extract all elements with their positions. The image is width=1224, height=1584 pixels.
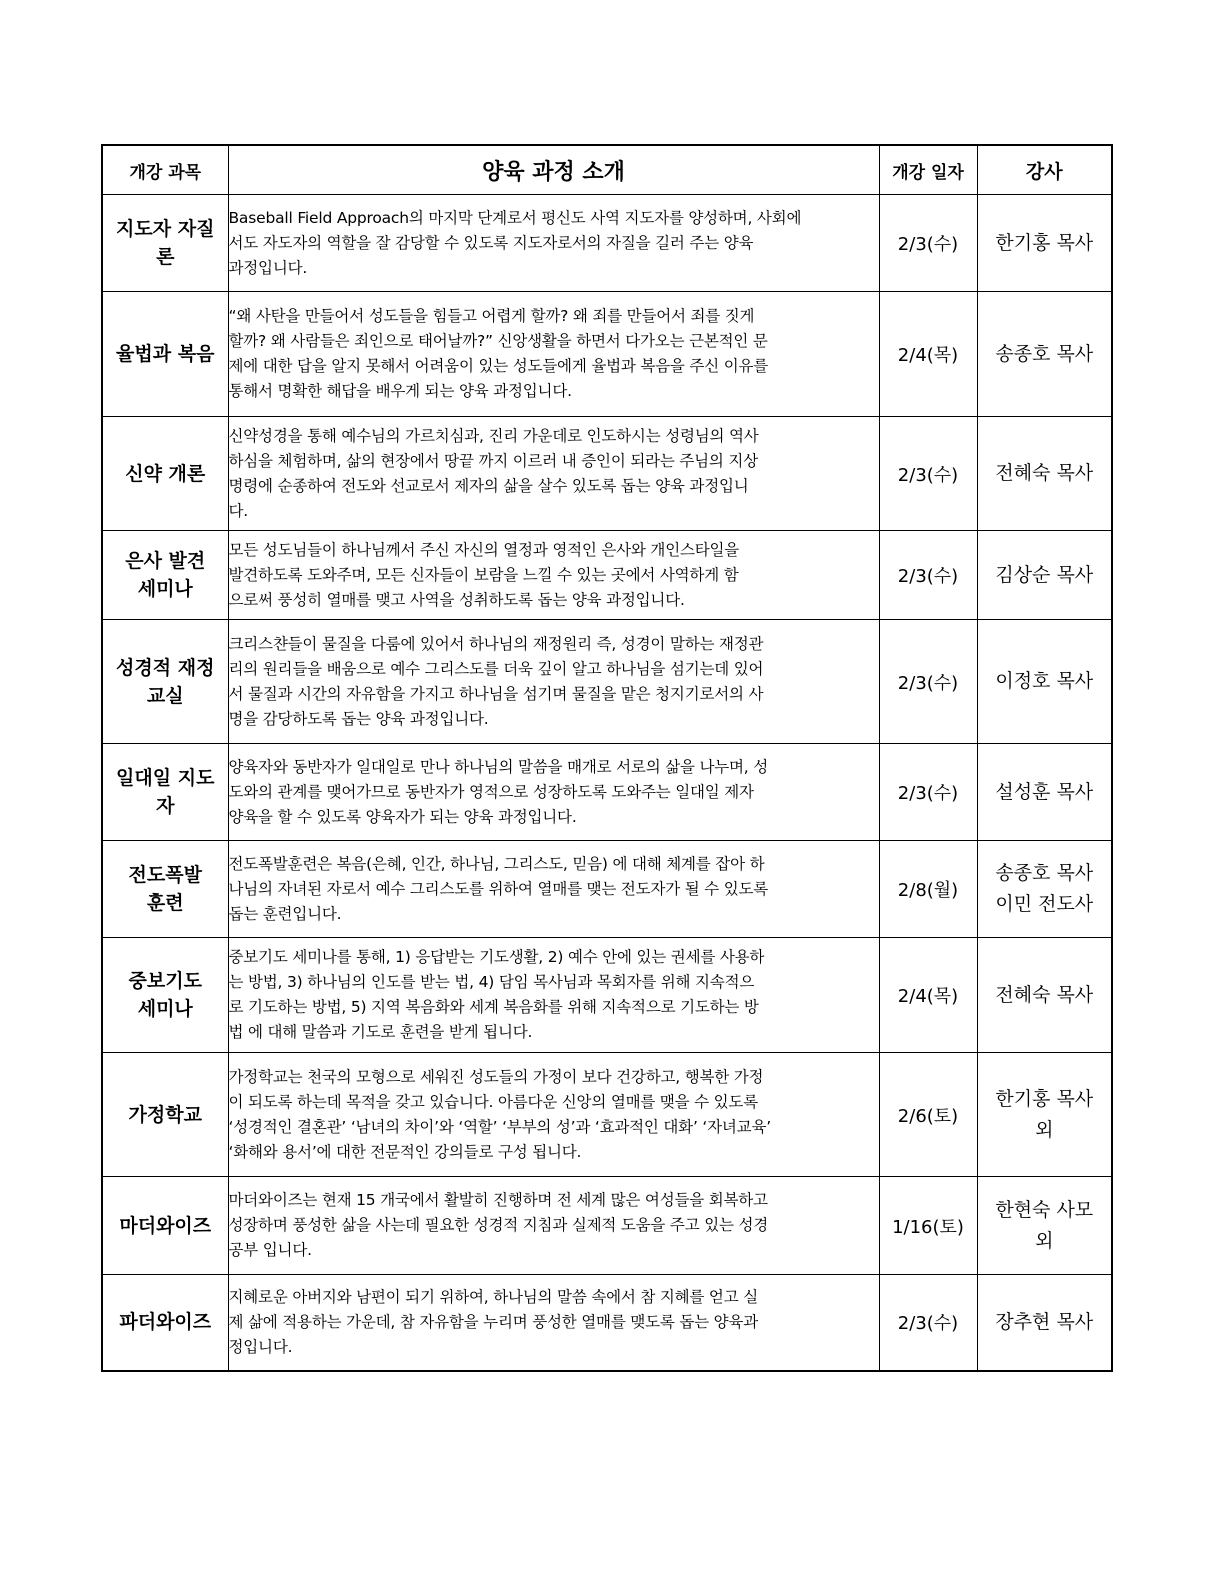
course-description-line: 과정입니다. xyxy=(228,258,308,277)
header-description: 양육 과정 소개 xyxy=(228,145,879,195)
course-lecturer xyxy=(977,841,1112,938)
course-table xyxy=(101,144,1113,1372)
course-description xyxy=(228,938,879,1053)
course-description xyxy=(228,417,879,531)
course-subject-line: 파더와이즈 xyxy=(119,1311,212,1334)
course-description-line: 성장하며 풍성한 삶을 사는데 필요한 성경적 지침과 실제적 도움을 주고 있는 성경 xyxy=(228,1216,769,1234)
course-description-line: 가정학교는 천국의 모형으로 세워진 성도들의 가정이 보다 건강하고, 행복한 가정 xyxy=(228,1067,764,1086)
course-lecturer xyxy=(977,744,1112,841)
course-lecturer xyxy=(977,417,1112,531)
course-description-line: 공부 입니다. xyxy=(228,1241,312,1259)
course-lecturer-line: 외 xyxy=(1035,1118,1054,1141)
course-description xyxy=(228,1275,879,1371)
course-description-line: 이 되도록 하는데 목적을 갖고 있습니다. 아름다운 신앙의 열매를 맺을 수 있도록 xyxy=(228,1092,758,1111)
course-description xyxy=(228,195,879,292)
course-start-date: 2/8(월) xyxy=(879,841,977,938)
table-row xyxy=(102,744,1112,841)
course-description-line: 리의 원리들을 배움으로 예수 그리스도를 더욱 깊이 알고 하나님을 섬기는데 있어 xyxy=(228,659,764,678)
course-subject-line: 론 xyxy=(156,246,175,268)
course-lecturer xyxy=(977,292,1112,417)
course-lecturer-line: 김상순 목사 xyxy=(995,563,1094,586)
course-subject-line: 은사 발견 xyxy=(125,550,206,572)
course-subject-line: 세미나 xyxy=(137,578,193,600)
course-description xyxy=(228,1053,879,1177)
header-subject: 개강 과목 xyxy=(102,145,228,195)
course-description-line: 제에 대한 답을 알지 못해서 어려움이 있는 성도들에게 율법과 복음을 주신 이유를 xyxy=(228,357,769,375)
course-start-date: 2/4(목) xyxy=(879,938,977,1053)
course-lecturer-line: 송종호 목사 xyxy=(995,342,1094,365)
course-description-line: 모든 성도님들이 하나님께서 주신 자신의 열정과 영적인 은사와 개인스타일을 xyxy=(228,540,740,559)
course-description xyxy=(228,292,879,417)
course-description-line: 전도폭발훈련은 복음(은혜, 인간, 하나님, 그리스도, 믿음) 에 대해 체계를 잡아 하 xyxy=(228,854,765,873)
course-description-line: 중보기도 세미나를 통해, 1) 응답받는 기도생활, 2) 예수 안에 있는 권세를 사용하 xyxy=(228,948,765,966)
course-description-line: 명을 감당하도록 돕는 양육 과정입니다. xyxy=(228,709,489,728)
course-description-line: 정입니다. xyxy=(228,1337,293,1356)
course-description-line: 마더와이즈는 현재 15 개국에서 활발히 진행하며 전 세계 많은 여성들을 회복하고 xyxy=(228,1191,768,1209)
course-description xyxy=(228,531,879,620)
course-subject xyxy=(102,1275,228,1371)
course-description-line: Baseball Field Approach의 마지막 단계로서 평신도 사역 지도자를 양성하며, 사회에 xyxy=(228,208,802,227)
table-row xyxy=(102,292,1112,417)
course-lecturer-line: 전혜숙 목사 xyxy=(995,462,1094,484)
course-description-line: 는 방법, 3) 하나님의 인도를 받는 법, 4) 담임 목사님과 목회자를 위해 지속적으 xyxy=(228,973,755,991)
course-description-line: “왜 사탄을 만들어서 성도들을 힘들고 어렵게 할까? 왜 죄를 만들어서 죄를 짓게 xyxy=(228,307,755,325)
course-subject-line: 세미나 xyxy=(137,998,193,1020)
course-lecturer-line: 송종호 목사 xyxy=(995,862,1094,884)
course-lecturer-line: 외 xyxy=(1035,1229,1054,1252)
course-lecturer xyxy=(977,1275,1112,1371)
course-subject xyxy=(102,531,228,620)
course-description-line: 나님의 자녀된 자로서 예수 그리스도를 위하여 열매를 맺는 전도자가 될 수 있도록 xyxy=(228,879,769,898)
course-subject-line: 자 xyxy=(156,795,175,817)
course-lecturer-line: 한현숙 사모 xyxy=(995,1198,1094,1221)
course-lecturer-line: 전혜숙 목사 xyxy=(995,983,1094,1006)
course-description-line: 양육을 할 수 있도록 양육자가 되는 양육 과정입니다. xyxy=(228,807,577,826)
course-subject xyxy=(102,938,228,1053)
course-subject-line: 성경적 재정 xyxy=(116,656,215,679)
course-lecturer-line: 이정호 목사 xyxy=(995,670,1094,692)
course-description xyxy=(228,1177,879,1275)
header-date: 개강 일자 xyxy=(879,145,977,195)
table-row xyxy=(102,1177,1112,1275)
course-description-line: ‘화해와 용서’에 대한 전문적인 강의들로 구성 됩니다. xyxy=(228,1142,582,1161)
course-description-line: 다. xyxy=(228,501,249,520)
course-lecturer xyxy=(977,1177,1112,1275)
course-lecturer xyxy=(977,531,1112,620)
course-subject xyxy=(102,292,228,417)
course-subject xyxy=(102,841,228,938)
course-subject-line: 중보기도 xyxy=(128,970,202,992)
course-start-date: 2/3(수) xyxy=(879,744,977,841)
course-lecturer xyxy=(977,620,1112,744)
course-subject-line: 가정학교 xyxy=(128,1103,202,1126)
course-description-line: 명령에 순종하여 전도와 선교로서 제자의 삶을 살수 있도록 돕는 양육 과정입니 xyxy=(228,476,749,495)
course-subject-line: 일대일 지도 xyxy=(116,767,215,789)
course-description-line: 서도 자도자의 역할을 잘 감당할 수 있도록 지도자로서의 자질을 길러 주는 양육 xyxy=(228,233,754,252)
course-subject-line: 훈련 xyxy=(146,892,184,914)
table-row xyxy=(102,938,1112,1053)
course-subject-line: 교실 xyxy=(146,684,184,707)
course-lecturer-line: 한기홍 목사 xyxy=(995,1087,1094,1110)
course-description-line: 서 물질과 시간의 자유함을 가지고 하나님을 섬기며 물질을 맡은 청지기로서의 사 xyxy=(228,684,764,703)
course-lecturer-line: 장추현 목사 xyxy=(995,1310,1094,1333)
course-subject-line: 신약 개론 xyxy=(125,462,206,485)
table-row xyxy=(102,195,1112,292)
course-subject xyxy=(102,195,228,292)
course-start-date: 2/3(수) xyxy=(879,195,977,292)
course-description-line: 으로써 풍성히 열매를 맺고 사역을 성취하도록 돕는 양육 과정입니다. xyxy=(228,590,685,609)
course-subject-line: 지도자 자질 xyxy=(116,218,215,240)
course-description xyxy=(228,744,879,841)
course-lecturer xyxy=(977,1053,1112,1177)
course-start-date: 2/3(수) xyxy=(879,531,977,620)
course-start-date: 2/3(수) xyxy=(879,1275,977,1371)
course-subject xyxy=(102,1053,228,1177)
course-start-date: 2/4(목) xyxy=(879,292,977,417)
course-description-line: 법 에 대해 말씀과 기도로 훈련을 받게 됩니다. xyxy=(228,1023,533,1041)
course-lecturer-line: 설성훈 목사 xyxy=(995,780,1094,803)
table-row xyxy=(102,417,1112,531)
course-subject-line: 마더와이즈 xyxy=(119,1214,212,1237)
course-description-line: 도와의 관계를 맺어가므로 동반자가 영적으로 성장하도록 도와주는 일대일 제자 xyxy=(228,782,754,801)
course-lecturer xyxy=(977,938,1112,1053)
course-start-date: 2/3(수) xyxy=(879,620,977,744)
course-description-line: 통해서 명확한 해답을 배우게 되는 양육 과정입니다. xyxy=(228,382,572,400)
course-subject xyxy=(102,1177,228,1275)
course-description-line: 할까? 왜 사람들은 죄인으로 태어날까?” 신앙생활을 하면서 다가오는 근본적인 문 xyxy=(228,332,768,350)
course-description-line: 돕는 훈련입니다. xyxy=(228,904,342,923)
course-description-line: 제 삶에 적용하는 가운데, 참 자유함을 누리며 풍성한 열매를 맺도록 돕는 양육과 xyxy=(228,1312,758,1331)
course-description xyxy=(228,841,879,938)
course-lecturer xyxy=(977,195,1112,292)
course-lecturer-line: 이민 전도사 xyxy=(995,893,1094,915)
course-description-line: 로 기도하는 방법, 5) 지역 복음화와 세계 복음화를 위해 지속적으로 기도하는 방 xyxy=(228,998,759,1016)
course-lecturer-line: 한기홍 목사 xyxy=(995,231,1094,254)
course-description-line: 크리스챤들이 물질을 다룸에 있어서 하나님의 재정원리 즉, 성경이 말하는 재정관 xyxy=(228,634,764,653)
course-description-line: 발견하도록 도와주며, 모든 신자들이 보람을 느낄 수 있는 곳에서 사역하게 함 xyxy=(228,565,739,584)
table-row xyxy=(102,1275,1112,1371)
course-description-line: 지혜로운 아버지와 남편이 되기 위하여, 하나님의 말씀 속에서 참 지혜를 얻고 실 xyxy=(228,1287,758,1306)
course-subject xyxy=(102,417,228,531)
table-row xyxy=(102,620,1112,744)
course-subject xyxy=(102,620,228,744)
header-lecturer: 강사 xyxy=(977,145,1112,195)
course-description-line: 양육자와 동반자가 일대일로 만나 하나님의 말씀을 매개로 서로의 삶을 나누며, 성 xyxy=(228,757,769,776)
course-subject-line: 전도폭발 xyxy=(128,864,202,886)
course-description-line: 하심을 체험하며, 삶의 현장에서 땅끝 까지 이르러 내 증인이 되라는 주님의 지상 xyxy=(228,451,758,470)
table-row xyxy=(102,531,1112,620)
course-description xyxy=(228,620,879,744)
course-description-line: 신약성경을 통해 예수님의 가르치심과, 진리 가운데로 인도하시는 성령님의 역사 xyxy=(228,426,759,445)
table-row xyxy=(102,841,1112,938)
table-header-row xyxy=(102,145,1112,195)
course-start-date: 2/3(수) xyxy=(879,417,977,531)
course-start-date: 1/16(토) xyxy=(879,1177,977,1275)
course-start-date: 2/6(토) xyxy=(879,1053,977,1177)
course-description-line: ‘성경적인 결혼관’ ‘남녀의 차이’와 ‘역할’ ‘부부의 성’과 ‘효과적인 대화’ ‘자녀교육’ xyxy=(228,1117,771,1136)
course-subject xyxy=(102,744,228,841)
course-subject-line: 율법과 복음 xyxy=(116,343,215,365)
table-row xyxy=(102,1053,1112,1177)
